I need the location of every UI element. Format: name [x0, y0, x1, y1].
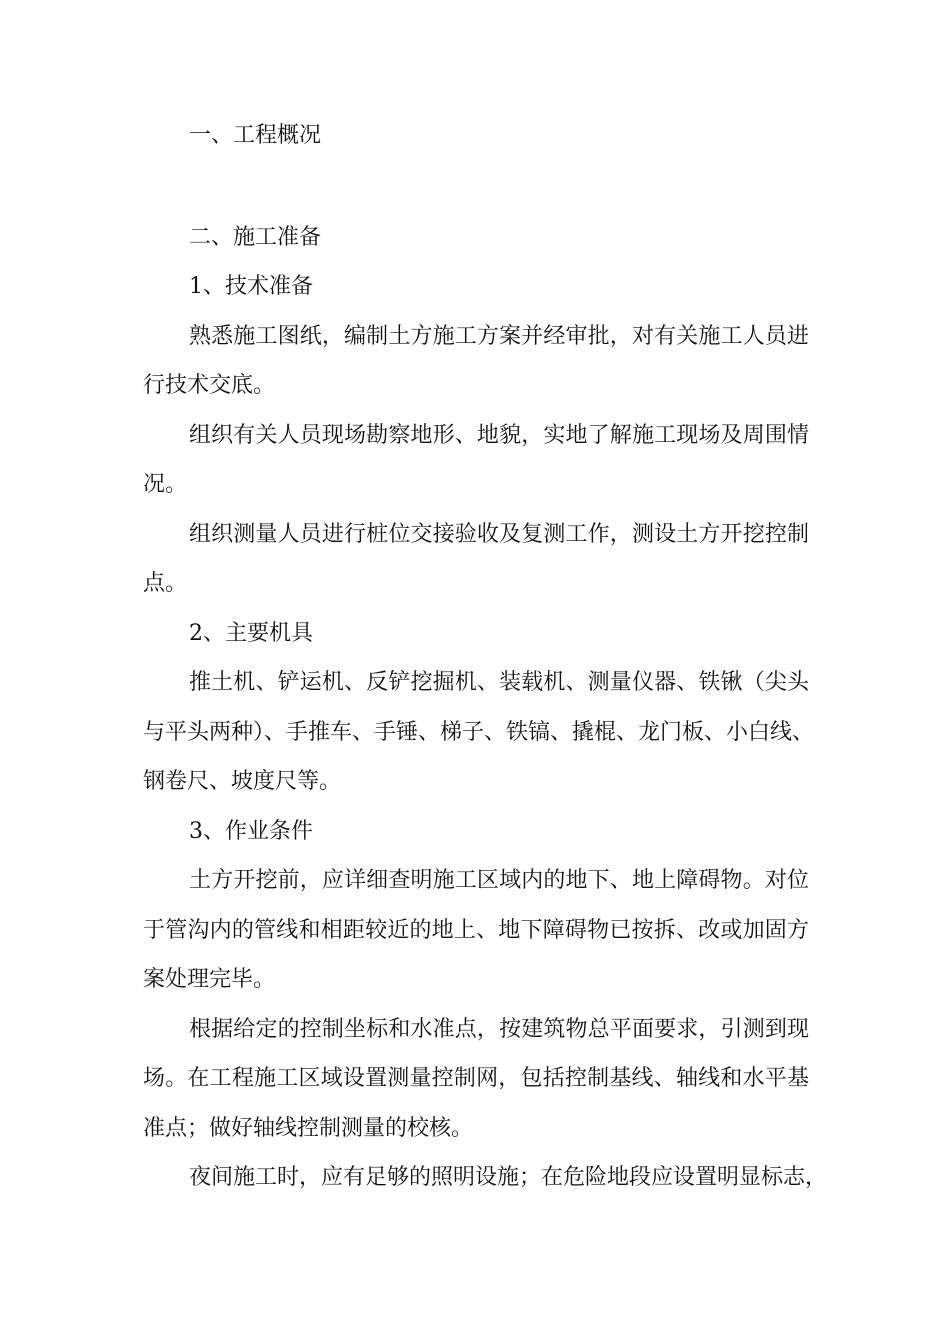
paragraph-line: 况。 — [143, 472, 188, 497]
subheading-main-equipment: 2、主要机具 — [189, 620, 313, 646]
section-heading-preparation: 二、施工准备 — [189, 224, 322, 250]
paragraph-line: 于管沟内的管线和相距较近的地上、地下障碍物已按拆、改或加固方 — [143, 917, 809, 943]
section-heading-overview: 一、工程概况 — [189, 123, 322, 148]
paragraph-line: 组织有关人员现场勘察地形、地貌，实地了解施工现场及周围情 — [189, 422, 809, 448]
paragraph-line: 准点；做好轴线控制测量的校核。 — [143, 1115, 474, 1141]
paragraph-line: 土方开挖前，应详细查明施工区域内的地下、地上障碍物。对位 — [189, 868, 809, 893]
paragraph-line: 组织测量人员进行桩位交接验收及复测工作，测设土方开挖控制 — [189, 521, 809, 547]
paragraph-line: 案处理完毕。 — [143, 967, 276, 992]
paragraph-line: 场。在工程施工区域设置测量控制网，包括控制基线、轴线和水平基 — [143, 1066, 809, 1091]
paragraph-line: 钢卷尺、坡度尺等。 — [143, 769, 342, 794]
paragraph-line: 点。 — [143, 571, 188, 596]
paragraph-line: 根据给定的控制坐标和水准点，按建筑物总平面要求，引测到现 — [189, 1016, 809, 1042]
paragraph-line: 夜间施工时，应有足够的照明设施；在危险地段应设置明显标志， — [189, 1165, 828, 1190]
document-body — [143, 111, 828, 1203]
paragraph-line: 行技术交底。 — [143, 373, 276, 398]
blank-space — [143, 161, 809, 213]
subheading-technical-preparation: 1、技术准备 — [189, 274, 313, 299]
paragraph-line: 熟悉施工图纸，编制土方施工方案并经审批，对有关施工人员进 — [189, 323, 809, 349]
paragraph-line: 推土机、铲运机、反铲挖掘机、装载机、测量仪器、铁锹（尖头 — [189, 670, 809, 695]
paragraph-line: 与平头两种）、手推车、手锤、梯子、铁镐、撬棍、龙门板、小白线、 — [143, 719, 815, 745]
subheading-work-conditions: 3、作业条件 — [189, 818, 313, 844]
